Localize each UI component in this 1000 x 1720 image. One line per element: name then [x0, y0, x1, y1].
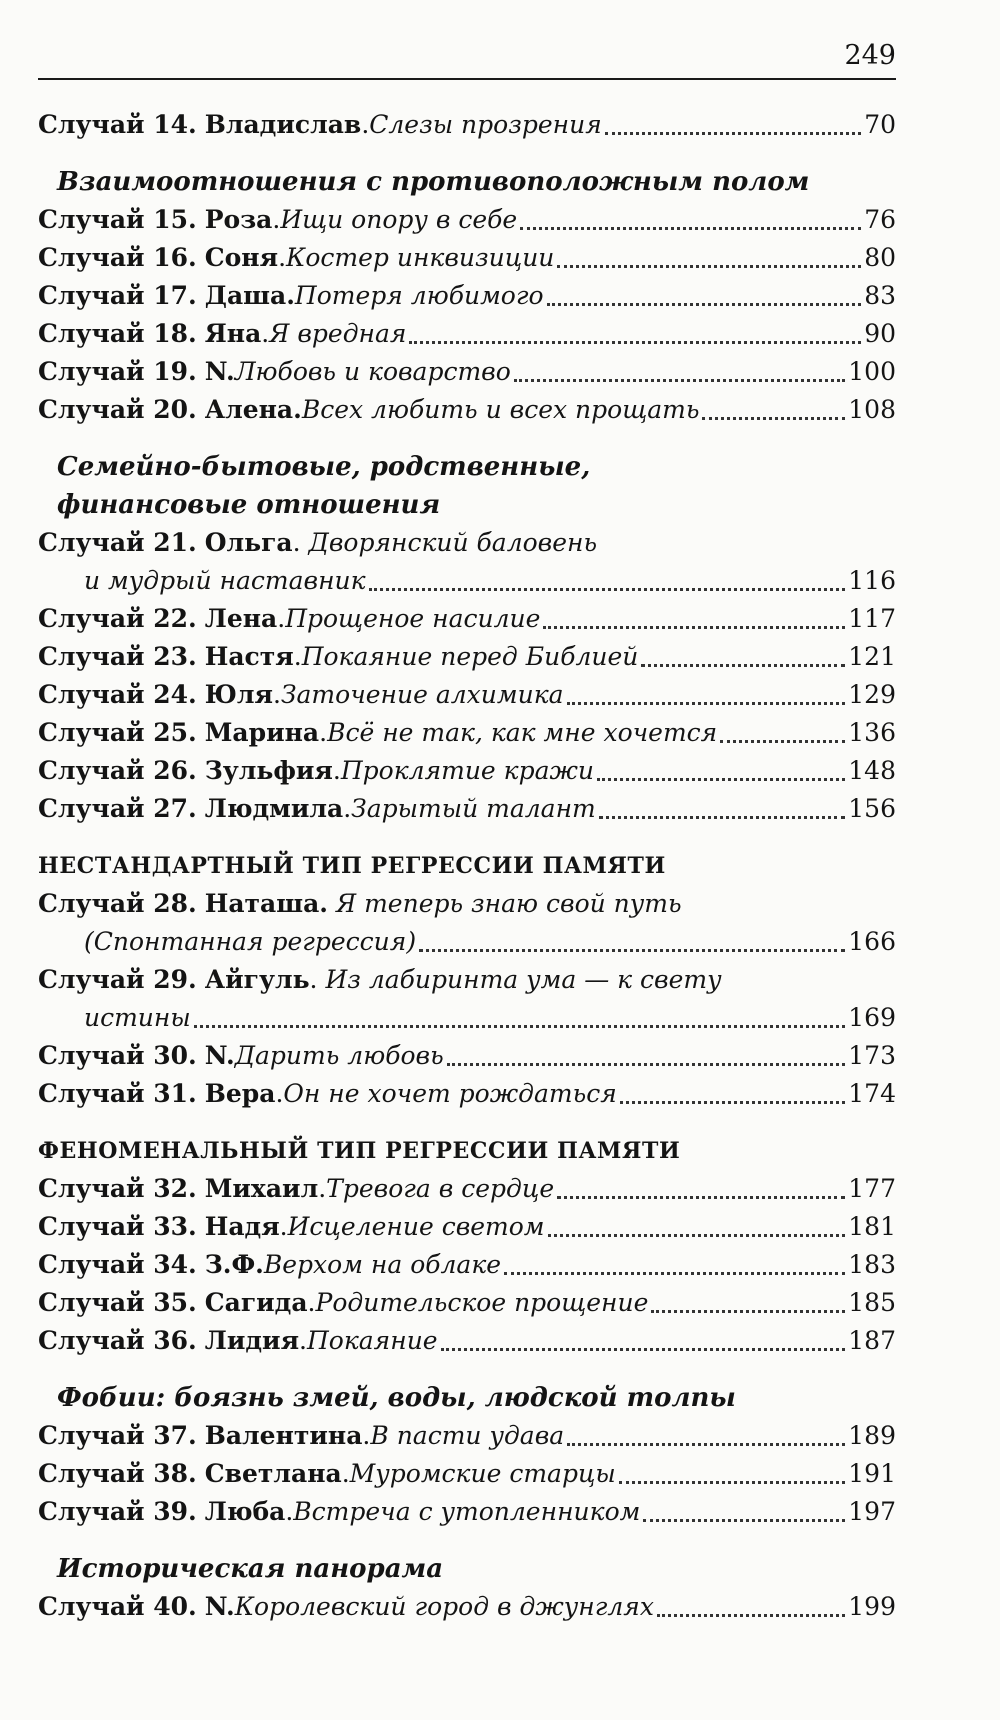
case-name: Лидия — [204, 1326, 300, 1355]
case-title: Зарытый талант — [351, 794, 596, 823]
case-number: Случай 16. — [38, 243, 197, 272]
page-ref: 100 — [848, 357, 896, 386]
dot-leader — [605, 130, 861, 135]
case-number: Случай 18. — [38, 319, 197, 348]
case-title: Родительское прощение — [315, 1288, 649, 1317]
case-name: Алена. — [204, 395, 302, 424]
separator: . — [293, 642, 302, 671]
section-gap — [38, 429, 896, 448]
case-title: В пасти удава — [370, 1421, 565, 1450]
case-number: Случай 32. — [38, 1174, 197, 1203]
case-title: Дарить любовь — [234, 1041, 444, 1070]
case-number: Случай 37. — [38, 1421, 197, 1450]
dot-leader — [369, 586, 846, 591]
separator: . — [261, 319, 270, 348]
separator: . — [341, 1459, 350, 1488]
page-ref: 174 — [848, 1079, 896, 1108]
page-ref: 181 — [848, 1212, 896, 1241]
toc-entry — [38, 391, 896, 429]
dot-leader — [504, 1270, 845, 1275]
case-number: Случай 34. — [38, 1250, 197, 1279]
case-number: Случай 23. — [38, 642, 197, 671]
case-title: Он не хочет рождаться — [283, 1079, 617, 1108]
dot-leader — [557, 263, 861, 268]
case-name: Роза — [204, 205, 273, 234]
separator: . — [307, 1288, 316, 1317]
case-title: Тревога в сердце — [326, 1174, 555, 1203]
separator: . — [292, 528, 309, 557]
case-name: Настя — [204, 642, 294, 671]
running-header — [38, 38, 896, 80]
separator: . — [361, 110, 370, 139]
page-ref: 189 — [848, 1421, 896, 1450]
section-gap — [38, 144, 896, 163]
section-gap — [38, 1360, 896, 1379]
case-name: Зульфия — [204, 756, 333, 785]
case-number: Случай 17. — [38, 281, 197, 310]
section-gap — [38, 828, 896, 847]
case-name: N. — [204, 357, 235, 386]
case-number: Случай 22. — [38, 604, 197, 633]
page-ref: 191 — [848, 1459, 896, 1488]
separator: . — [362, 1421, 371, 1450]
case-number: Случай 39. — [38, 1497, 197, 1526]
toc-entry — [38, 1322, 896, 1360]
dot-leader — [657, 1612, 845, 1617]
toc-entry — [38, 1170, 896, 1208]
toc-entry — [38, 676, 896, 714]
dot-leader — [641, 662, 845, 667]
toc-entry — [38, 1037, 896, 1075]
case-name: Наташа. — [204, 889, 328, 918]
page-number: 249 — [844, 40, 896, 71]
section-heading: НЕСТАНДАРТНЫЙ ТИП РЕГРЕССИИ ПАМЯТИ — [38, 853, 666, 879]
case-name: Надя — [204, 1212, 280, 1241]
case-number: Случай 31. — [38, 1079, 197, 1108]
case-number: Случай 19. — [38, 357, 197, 386]
toc-entry — [38, 353, 896, 391]
table-of-contents — [38, 106, 896, 1626]
case-name: Даша. — [204, 281, 295, 310]
toc-entry — [38, 106, 896, 144]
page-ref: 129 — [848, 680, 896, 709]
case-number: Случай 24. — [38, 680, 197, 709]
toc-entry — [38, 1284, 896, 1322]
case-number: Случай 25. — [38, 718, 197, 747]
dot-leader — [547, 301, 862, 306]
case-name: Юля — [204, 680, 273, 709]
case-name: Марина — [204, 718, 320, 747]
separator: . — [343, 794, 352, 823]
case-number: Случай 15. — [38, 205, 197, 234]
toc-entry — [38, 201, 896, 239]
case-number: Случай 35. — [38, 1288, 197, 1317]
case-title: Королевский город в джунглях — [234, 1592, 654, 1621]
dot-leader — [447, 1061, 846, 1066]
case-title: Любовь и коварство — [234, 357, 511, 386]
section-gap — [38, 1531, 896, 1550]
case-number: Случай 14. — [38, 110, 197, 139]
case-title: Потеря любимого — [294, 281, 544, 310]
case-title: Покаяние — [307, 1326, 438, 1355]
case-number: Случай 29. — [38, 965, 197, 994]
section-heading-line2: финансовые отношения — [57, 490, 441, 520]
section-gap — [38, 1113, 896, 1132]
case-title-continued: (Спонтанная регрессия) — [84, 927, 417, 956]
page-ref: 108 — [848, 395, 896, 424]
toc-entry-line1 — [38, 885, 896, 923]
case-name: Яна — [204, 319, 262, 348]
case-name: Ольга — [204, 528, 293, 557]
page-ref: 121 — [848, 642, 896, 671]
case-title: Ищи опору в себе — [280, 205, 518, 234]
toc-entry — [38, 239, 896, 277]
section-heading: Историческая панорама — [57, 1554, 444, 1584]
page-ref: 187 — [848, 1326, 896, 1355]
page-ref: 199 — [848, 1592, 896, 1621]
dot-leader — [567, 1441, 845, 1446]
dot-leader — [643, 1517, 845, 1522]
toc-entry — [38, 600, 896, 638]
separator: . — [299, 1326, 307, 1355]
page-ref: 117 — [848, 604, 896, 633]
dot-leader — [520, 225, 861, 230]
case-title: Слезы прозрения — [369, 110, 602, 139]
case-title: Покаяние перед Библией — [301, 642, 639, 671]
dot-leader — [441, 1346, 846, 1351]
toc-entry — [38, 638, 896, 676]
toc-entry — [38, 1246, 896, 1284]
dot-leader — [543, 624, 845, 629]
dot-leader — [419, 947, 845, 952]
page-ref: 185 — [848, 1288, 896, 1317]
dot-leader — [194, 1023, 846, 1028]
toc-entry-line2 — [38, 562, 896, 600]
case-title: Верхом на облаке — [263, 1250, 502, 1279]
dot-leader — [651, 1308, 845, 1313]
case-title: Встреча с утопленником — [293, 1497, 641, 1526]
dot-leader — [619, 1479, 846, 1484]
case-title: Всех любить и всех прощать — [301, 395, 700, 424]
page-ref: 166 — [848, 927, 896, 956]
case-number: Случай 20. — [38, 395, 197, 424]
separator: . — [279, 1212, 288, 1241]
separator: . — [309, 965, 326, 994]
page-ref: 148 — [848, 756, 896, 785]
dot-leader — [720, 738, 845, 743]
page-ref: 173 — [848, 1041, 896, 1070]
case-name: Михаил — [204, 1174, 319, 1203]
case-title-continued: и мудрый наставник — [84, 566, 366, 595]
page-ref: 183 — [848, 1250, 896, 1279]
case-name: N. — [204, 1592, 235, 1621]
case-name: З.Ф. — [204, 1250, 264, 1279]
toc-entry-line1 — [38, 961, 896, 999]
case-title-continued: истины — [84, 1003, 191, 1032]
case-number: Случай 21. — [38, 528, 197, 557]
page-ref: 83 — [864, 281, 896, 310]
case-number: Случай 26. — [38, 756, 197, 785]
case-name: N. — [204, 1041, 235, 1070]
section-heading: ФЕНОМЕНАЛЬНЫЙ ТИП РЕГРЕССИИ ПАМЯТИ — [38, 1138, 681, 1164]
toc-entry — [38, 1075, 896, 1113]
separator: . — [277, 604, 286, 633]
case-number: Случай 38. — [38, 1459, 197, 1488]
page-ref: 76 — [864, 205, 896, 234]
toc-entry — [38, 714, 896, 752]
page-ref: 90 — [864, 319, 896, 348]
toc-entry — [38, 1208, 896, 1246]
case-title: Костер инквизиции — [286, 243, 555, 272]
dot-leader — [599, 814, 846, 819]
case-name: Соня — [204, 243, 279, 272]
case-name: Айгуль — [204, 965, 310, 994]
case-number: Случай 28. — [38, 889, 197, 918]
case-number: Случай 27. — [38, 794, 197, 823]
section-heading: Семейно-бытовые, родственные, — [57, 452, 591, 482]
separator: . — [275, 1079, 284, 1108]
dot-leader — [702, 415, 845, 420]
case-number: Случай 30. — [38, 1041, 197, 1070]
separator: . — [318, 1174, 327, 1203]
dot-leader — [514, 377, 846, 382]
case-number: Случай 40. — [38, 1592, 197, 1621]
case-name: Сагида — [204, 1288, 308, 1317]
toc-entry — [38, 752, 896, 790]
toc-entry — [38, 790, 896, 828]
dot-leader — [620, 1099, 846, 1104]
case-number: Случай 33. — [38, 1212, 197, 1241]
toc-entry-line2 — [38, 923, 896, 961]
dot-leader — [567, 700, 846, 705]
toc-entry-line1 — [38, 524, 896, 562]
dot-leader — [597, 776, 845, 781]
case-title: Всё не так, как мне хочется — [327, 718, 718, 747]
case-title: Проклятие кражи — [340, 756, 595, 785]
case-title: Я теперь знаю свой путь — [335, 889, 682, 918]
page-ref: 197 — [848, 1497, 896, 1526]
section-heading: Взаимоотношения с противоположным полом — [57, 167, 810, 197]
page-ref: 156 — [848, 794, 896, 823]
toc-entry — [38, 1493, 896, 1531]
page-ref: 177 — [848, 1174, 896, 1203]
page-ref: 116 — [848, 566, 896, 595]
case-name: Светлана — [204, 1459, 342, 1488]
separator: . — [278, 243, 287, 272]
page-ref: 136 — [848, 718, 896, 747]
section-heading: Фобии: боязнь змей, воды, людской толпы — [57, 1383, 736, 1413]
separator — [328, 889, 336, 918]
toc-entry — [38, 1588, 896, 1626]
separator: . — [332, 756, 341, 785]
dot-leader — [409, 339, 861, 344]
separator: . — [319, 718, 328, 747]
case-name: Владислав — [204, 110, 362, 139]
case-title: Дворянский баловень — [308, 528, 598, 557]
toc-entry — [38, 315, 896, 353]
case-title: Я вредная — [269, 319, 407, 348]
separator: . — [285, 1497, 294, 1526]
case-title: Из лабиринта ума — к свету — [325, 965, 722, 994]
toc-entry — [38, 277, 896, 315]
separator: . — [272, 205, 281, 234]
case-number: Случай 36. — [38, 1326, 197, 1355]
case-title: Муромские старцы — [349, 1459, 616, 1488]
case-name: Люба — [204, 1497, 286, 1526]
case-title: Прощеное насилие — [285, 604, 541, 633]
case-title: Заточение алхимика — [280, 680, 564, 709]
case-name: Вера — [204, 1079, 276, 1108]
dot-leader — [557, 1194, 845, 1199]
page-ref: 169 — [848, 1003, 896, 1032]
case-name: Лена — [204, 604, 278, 633]
dot-leader — [548, 1232, 846, 1237]
case-title: Исцеление светом — [287, 1212, 545, 1241]
case-name: Людмила — [204, 794, 344, 823]
toc-entry-line2 — [38, 999, 896, 1037]
toc-entry — [38, 1417, 896, 1455]
separator: . — [273, 680, 281, 709]
case-name: Валентина — [204, 1421, 363, 1450]
page-ref: 70 — [864, 110, 896, 139]
toc-entry — [38, 1455, 896, 1493]
page-ref: 80 — [864, 243, 896, 272]
